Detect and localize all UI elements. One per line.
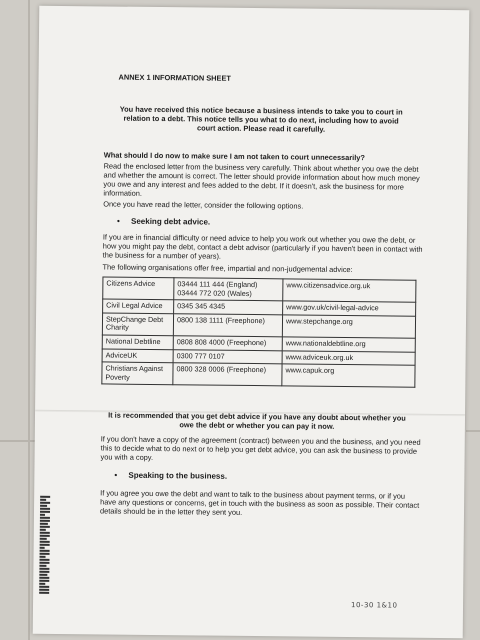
organisations-table <box>101 276 416 388</box>
org-website: www.stepchange.org <box>282 315 415 339</box>
handwritten-note: 10-30 1&10 <box>350 601 398 610</box>
intro-text: You have received this notice because a business intends to take you to court in relation to a debt. This notice tells you what to do next, including how to avoid court action. Please read it carefully. <box>119 104 403 134</box>
org-phone: 0800 138 1111 (Freephone) <box>173 313 282 336</box>
org-website: www.citizensadvice.org.uk <box>283 279 416 303</box>
org-phone: 0345 345 4345 <box>174 300 283 315</box>
information-sheet <box>33 6 470 638</box>
org-phone-line: 03444 111 444 (England) <box>177 279 258 290</box>
floor-grout-horizontal-right <box>466 430 480 432</box>
recommendation-text: It is recommended that you get debt advice if you have any doubt about whether you owe the debt or whether you can pay it now. <box>108 410 406 431</box>
table-row <box>102 362 415 387</box>
org-name: Civil Legal Advice <box>103 299 174 313</box>
table-row <box>103 277 416 302</box>
org-phone-line-2: 03444 772 020 (Wales) <box>177 287 252 298</box>
org-phone <box>174 278 283 301</box>
org-name: Christians Against Poverty <box>102 362 173 385</box>
org-name: Citizens Advice <box>103 277 174 300</box>
section-paragraph-read-letter: Read the enclosed letter from the business very carefully. Think about whether you owe the debt and whether the amount is correct. The letter should provide information about how much money you owe and any interest and fees added to the debt. If it doesn't, ask the business for more information. <box>103 161 420 198</box>
org-website: www.adviceuk.org.uk <box>282 350 415 365</box>
org-website: www.capuk.org <box>282 364 415 388</box>
org-name: StepChange Debt Charity <box>102 313 173 336</box>
agreement-paragraph: If you don't have a copy of the agreement (contract) between you and the business, and you need this to decide what to do next or to help you get debt advice, you can ask the business to provide you with a copy. <box>100 434 421 462</box>
advice-paragraph: If you are in financial difficulty or need advice to help you work out whether you owe the debt, or how you might pay the debt, contact a debt advisor (particularly if you haven't been in contact with the business for a number of years). <box>102 232 423 261</box>
floor-grout-vertical <box>28 0 30 640</box>
speaking-bullet: • <box>114 470 118 480</box>
table-row <box>102 313 415 338</box>
org-website: www.nationaldebtline.org <box>282 337 415 352</box>
org-website: www.gov.uk/civil-legal-advice <box>283 301 416 316</box>
advice-bullet: • <box>117 216 120 226</box>
organisations-intro: The following organisations offer free, impartial and non-judgemental advice: <box>102 262 353 275</box>
section-paragraph-options: Once you have read the letter, consider the following options. <box>103 199 304 211</box>
sheet-title: ANNEX 1 INFORMATION SHEET <box>118 72 231 83</box>
org-phone: 0800 328 0006 (Freephone) <box>173 363 282 386</box>
org-phone: 0300 777 0107 <box>173 349 282 364</box>
org-phone: 0808 808 4000 (Freephone) <box>173 336 282 351</box>
advice-heading: Seeking debt advice. <box>131 216 211 227</box>
org-name: National Debtline <box>102 335 173 349</box>
org-name: AdviceUK <box>102 349 173 363</box>
speaking-heading: Speaking to the business. <box>128 470 228 481</box>
speaking-paragraph: If you agree you owe the debt and want to talk to the business about payment terms, or if you have any questions or concerns, get in touch with the business as soon as possible. Their contact details should be in the letter they sent you. <box>99 488 420 517</box>
section-heading-court: What should I do now to make sure I am not taken to court unnecessarily? <box>103 150 365 163</box>
